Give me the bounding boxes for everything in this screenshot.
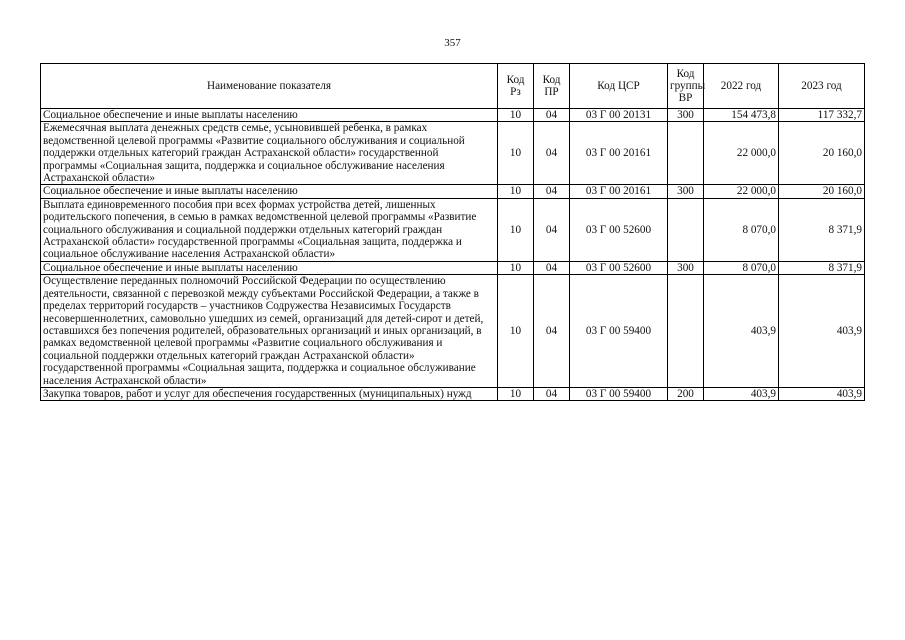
row-2022: 403,9 <box>704 275 779 388</box>
row-2022: 22 000,0 <box>704 185 779 198</box>
row-vr <box>668 122 704 185</box>
row-csr: 03 Г 00 20131 <box>570 109 668 122</box>
row-2022: 154 473,8 <box>704 109 779 122</box>
row-rz: 10 <box>498 122 534 185</box>
row-2023: 403,9 <box>779 387 865 400</box>
row-pr: 04 <box>534 275 570 388</box>
row-vr <box>668 275 704 388</box>
row-csr: 03 Г 00 52600 <box>570 261 668 274</box>
row-csr: 03 Г 00 52600 <box>570 198 668 261</box>
row-csr: 03 Г 00 59400 <box>570 275 668 388</box>
row-vr: 200 <box>668 387 704 400</box>
table-row <box>41 198 865 261</box>
row-rz: 10 <box>498 261 534 274</box>
table-row <box>41 109 865 122</box>
row-csr: 03 Г 00 20161 <box>570 185 668 198</box>
row-csr: 03 Г 00 20161 <box>570 122 668 185</box>
row-pr: 04 <box>534 122 570 185</box>
row-pr: 04 <box>534 198 570 261</box>
table-row <box>41 275 865 388</box>
row-rz: 10 <box>498 198 534 261</box>
row-name: Осуществление переданных полномочий Российской Федерации по осуществлению деятельности, связанной с перевозкой между субъектами Российской Федерации, а также в пределах территорий государств – участников Содружества Независимых Государств несовершеннолетних, самовольно ушедших из семей, организаций для детей-сирот и детей, оставшихся без попечения родителей, образовательных организаций и иных организаций, в рамках ведомственной целевой программы «Развитие социального обслуживания и социальной поддержки отдельных категорий граждан Астраханской области» государственной программы «Социальная защита, поддержка и социальное обслуживание населения Астраханской области» <box>41 275 498 388</box>
row-2022: 8 070,0 <box>704 198 779 261</box>
header-name: Наименование показателя <box>41 64 498 109</box>
row-2022: 8 070,0 <box>704 261 779 274</box>
row-2022: 403,9 <box>704 387 779 400</box>
row-2023: 117 332,7 <box>779 109 865 122</box>
row-name: Ежемесячная выплата денежных средств семье, усыновившей ребенка, в рамках ведомственной целевой программы «Развитие социального обслуживания и социальной поддержки отдельных категорий граждан Астраханской области» государственной программы «Социальная защита, поддержка и социальное обслуживание населения Астраханской области» <box>41 122 498 185</box>
header-csr: Код ЦСР <box>570 64 668 109</box>
row-rz: 10 <box>498 275 534 388</box>
row-vr: 300 <box>668 261 704 274</box>
row-csr: 03 Г 00 59400 <box>570 387 668 400</box>
row-2023: 20 160,0 <box>779 185 865 198</box>
row-vr: 300 <box>668 109 704 122</box>
row-2023: 403,9 <box>779 275 865 388</box>
header-pr: Код ПР <box>534 64 570 109</box>
row-2023: 8 371,9 <box>779 261 865 274</box>
row-name: Выплата единовременного пособия при всех формах устройства детей, лишенных родительского попечения, в семью в рамках ведомственной целевой программы «Развитие социального обслуживания и социальной поддержки отдельных категорий граждан Астраханской области» государственной программы «Социальная защита, поддержка и социальное обслуживание населения Астраханской области» <box>41 198 498 261</box>
row-rz: 10 <box>498 185 534 198</box>
row-name: Закупка товаров, работ и услуг для обеспечения государственных (муниципальных) нужд <box>41 387 498 400</box>
header-rz: Код Рз <box>498 64 534 109</box>
row-pr: 04 <box>534 387 570 400</box>
budget-table <box>40 63 865 401</box>
row-name: Социальное обеспечение и иные выплаты населению <box>41 261 498 274</box>
row-name: Социальное обеспечение и иные выплаты населению <box>41 109 498 122</box>
header-2023: 2023 год <box>779 64 865 109</box>
header-2022: 2022 год <box>704 64 779 109</box>
table-row <box>41 185 865 198</box>
row-name: Социальное обеспечение и иные выплаты населению <box>41 185 498 198</box>
row-rz: 10 <box>498 109 534 122</box>
table-row <box>41 387 865 400</box>
row-vr <box>668 198 704 261</box>
row-vr: 300 <box>668 185 704 198</box>
table-row <box>41 261 865 274</box>
row-2023: 20 160,0 <box>779 122 865 185</box>
row-pr: 04 <box>534 261 570 274</box>
header-vr: Код группы ВР <box>668 64 704 109</box>
table-header-row <box>41 64 865 109</box>
row-pr: 04 <box>534 109 570 122</box>
page-number: 357 <box>444 37 461 49</box>
row-2022: 22 000,0 <box>704 122 779 185</box>
row-rz: 10 <box>498 387 534 400</box>
row-2023: 8 371,9 <box>779 198 865 261</box>
row-pr: 04 <box>534 185 570 198</box>
table-row <box>41 122 865 185</box>
